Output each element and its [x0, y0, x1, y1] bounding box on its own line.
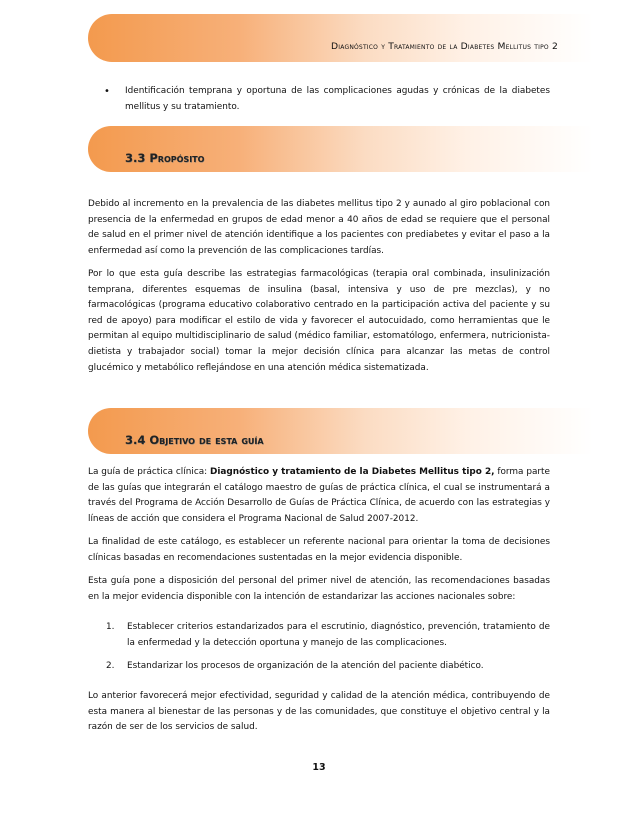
- section-title-3-4: 3.4 Objetivo de esta guía: [125, 433, 264, 447]
- numbered-item-label: 2.: [106, 661, 115, 671]
- section-band-3-4: [88, 408, 593, 454]
- paragraph-objetivo-1-start: La guía de práctica clínica:: [88, 467, 210, 477]
- numbered-item-text: Establecer criterios estandarizados para el escrutinio, diagnóstico, prevención, tratamiento de la enfermedad y la detección oportuna y manejo de las complicaciones.: [127, 622, 550, 648]
- page-number: 13: [312, 762, 326, 773]
- guide-title-bold: Diagnóstico y tratamiento de la Diabetes Mellitus tipo 2,: [210, 467, 495, 477]
- header-band: [88, 14, 593, 62]
- paragraph-proposito-1: Debido al incremento en la prevalencia de las diabetes mellitus tipo 2 y aunado al giro poblacional con presencia de la enfermedad en grupos de edad menor a 40 años de edad se requiere que el personal de salud en el primer nivel de atención identifique a los pacientes con prediabetes y evitar el paso a la enfermedad así como la prevención de las complicaciones tardías.: [88, 199, 550, 256]
- running-header-title: Diagnóstico y Tratamiento de la Diabetes Mellitus tipo 2: [331, 41, 558, 52]
- section-title-3-3: 3.3 Propósito: [125, 151, 205, 165]
- numbered-item-text: Estandarizar los procesos de organización de la atención del paciente diabético.: [127, 661, 484, 671]
- paragraph-objetivo-4: Lo anterior favorecerá mejor efectividad, seguridad y calidad de la atención médica, contribuyendo de esta manera al bienestar de las personas y de las comunidades, que constituye el objetivo central y la razón de ser de los servicios de salud.: [88, 691, 550, 733]
- numbered-item-label: 1.: [106, 622, 115, 632]
- bullet-item-text: Identificación temprana y oportuna de las complicaciones agudas y crónicas de la diabetes mellitus y su tratamiento.: [125, 86, 550, 112]
- paragraph-proposito-2: Por lo que esta guía describe las estrategias farmacológicas (terapia oral combinada, insulinización temprana, diferentes esquemas de insulina (basal, intensiva y uso de pre mezclas), y no farmacológicas (programa educativo colaborativo centrado en la participación activa del paciente y su red de apoyo) para modificar el estilo de vida y favorecer el autocuidado, como herramientas que le permitan al equipo multidisciplinario de salud (médico familiar, estomatólogo, enfermera, nutricionista-dietista y trabajador social) tomar la mejor decisión clínica para alcanzar las metas de control glucémico y metabólico reflejándose en una atención médica sistematizada.: [88, 269, 550, 373]
- paragraph-objetivo-3: Esta guía pone a disposición del personal del primer nivel de atención, las recomendaciones basadas en la mejor evidencia disponible con la intención de estandarizar las acciones nacionales sobre:: [88, 576, 550, 602]
- paragraph-objetivo-1: [88, 465, 550, 527]
- paragraph-objetivo-2: La finalidad de este catálogo, es establecer un referente nacional para orientar la toma de decisiones clínicas basadas en recomendaciones sustentadas en la mejor evidencia disponible.: [88, 537, 550, 563]
- paragraph-objetivo-1-end: forma parte de las guías que integrarán el catálogo maestro de guías de práctica clínica, el cual se instrumentará a través del Programa de Acción Desarrollo de Guías de Práctica Clínica, de acuerdo con las estrategias y líneas de acción que considera el Programa Nacional de Salud 2007-2012.: [88, 467, 551, 524]
- section-band-3-3: [88, 126, 593, 172]
- bullet-icon: •: [104, 86, 110, 97]
